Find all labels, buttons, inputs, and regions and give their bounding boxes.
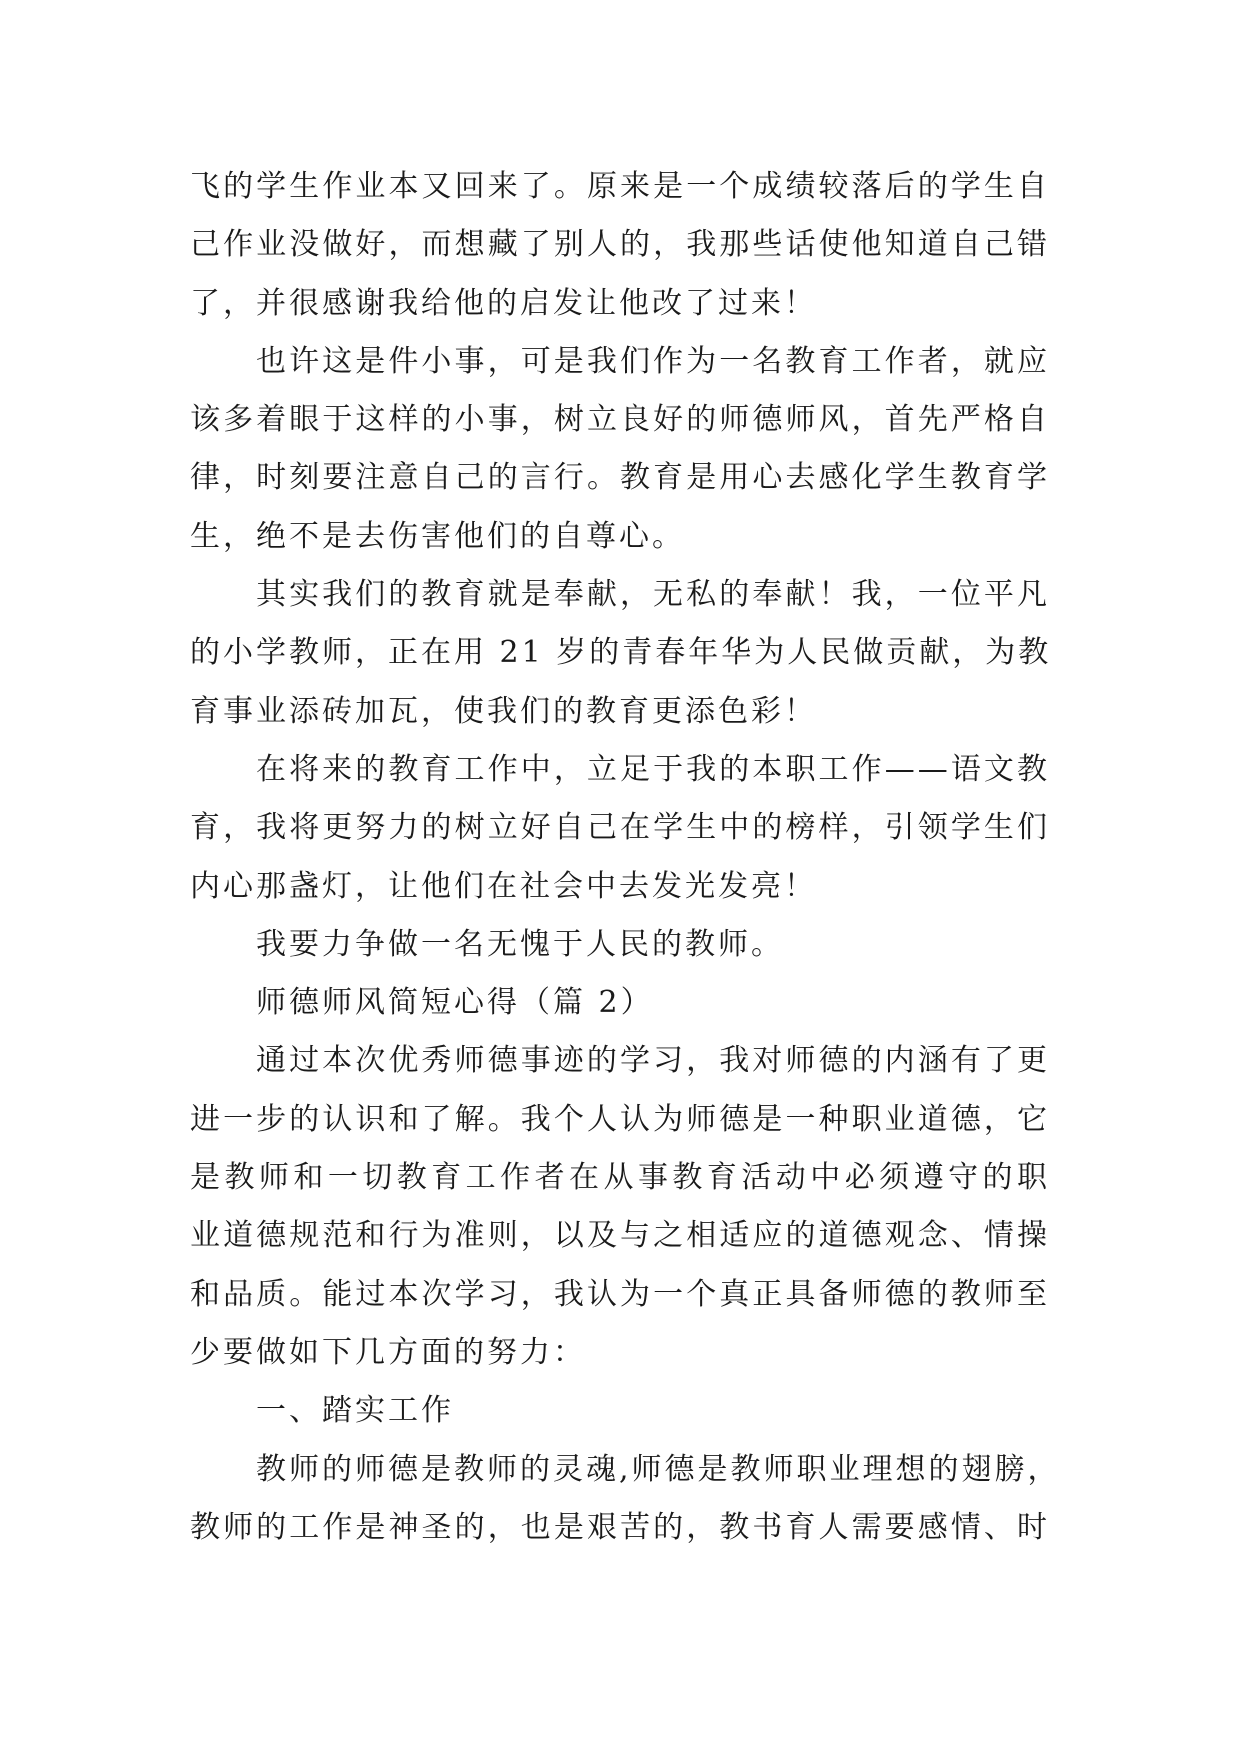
- subsection-heading: 一、踏实工作: [256, 1393, 454, 1429]
- text-line: 己作业没做好，而想藏了别人的，我那些话使他知道自己错: [190, 227, 1050, 263]
- text-line: 律，时刻要注意自己的言行。教育是用心去感化学生教育学: [190, 460, 1050, 496]
- text-line: 该多着眼于这样的小事，树立良好的师德师风，首先严格自: [190, 402, 1050, 438]
- section-heading: 师德师风简短心得（篇 2）: [256, 985, 654, 1021]
- text-line: 育，我将更努力的树立好自己在学生中的榜样，引领学生们: [190, 810, 1050, 846]
- text-line: 通过本次优秀师德事迹的学习，我对师德的内涵有了更: [256, 1043, 1050, 1079]
- text-line: 的小学教师，正在用 21 岁的青春年华为人民做贡献，为教: [190, 635, 1052, 671]
- text-line: 在将来的教育工作中，立足于我的本职工作——语文教: [256, 751, 1050, 787]
- text-line: 是教师和一切教育工作者在从事教育活动中必须遵守的职: [190, 1160, 1050, 1196]
- text-line: 了，并很感谢我给他的启发让他改了过来！: [190, 285, 817, 321]
- text-line: 也许这是件小事，可是我们作为一名教育工作者，就应: [256, 343, 1050, 379]
- text-line: 教师的师德是教师的灵魂,师德是教师职业理想的翅膀，: [256, 1451, 1061, 1487]
- text-line: 飞的学生作业本又回来了。原来是一个成绩较落后的学生自: [190, 169, 1050, 204]
- text-line: 生，绝不是去伤害他们的自尊心。: [190, 518, 685, 554]
- text-line: 我要力争做一名无愧于人民的教师。: [256, 926, 784, 962]
- text-line: 教师的工作是神圣的，也是艰苦的，教书育人需要感情、时: [190, 1509, 1050, 1545]
- text-line: 内心那盏灯，让他们在社会中去发光发亮！: [190, 868, 817, 904]
- text-line: 业道德规范和行为准则，以及与之相适应的道德观念、情操: [190, 1218, 1050, 1254]
- text-line: 少要做如下几方面的努力：: [190, 1334, 586, 1370]
- text-line: 和品质。能过本次学习，我认为一个真正具备师德的教师至: [190, 1276, 1050, 1312]
- text-line: 育事业添砖加瓦，使我们的教育更添色彩！: [190, 693, 817, 729]
- text-line: 进一步的认识和了解。我个人认为师德是一种职业道德，它: [190, 1101, 1050, 1137]
- text-line: 其实我们的教育就是奉献，无私的奉献！我，一位平凡: [256, 577, 1050, 613]
- body-text: [190, 158, 1061, 1557]
